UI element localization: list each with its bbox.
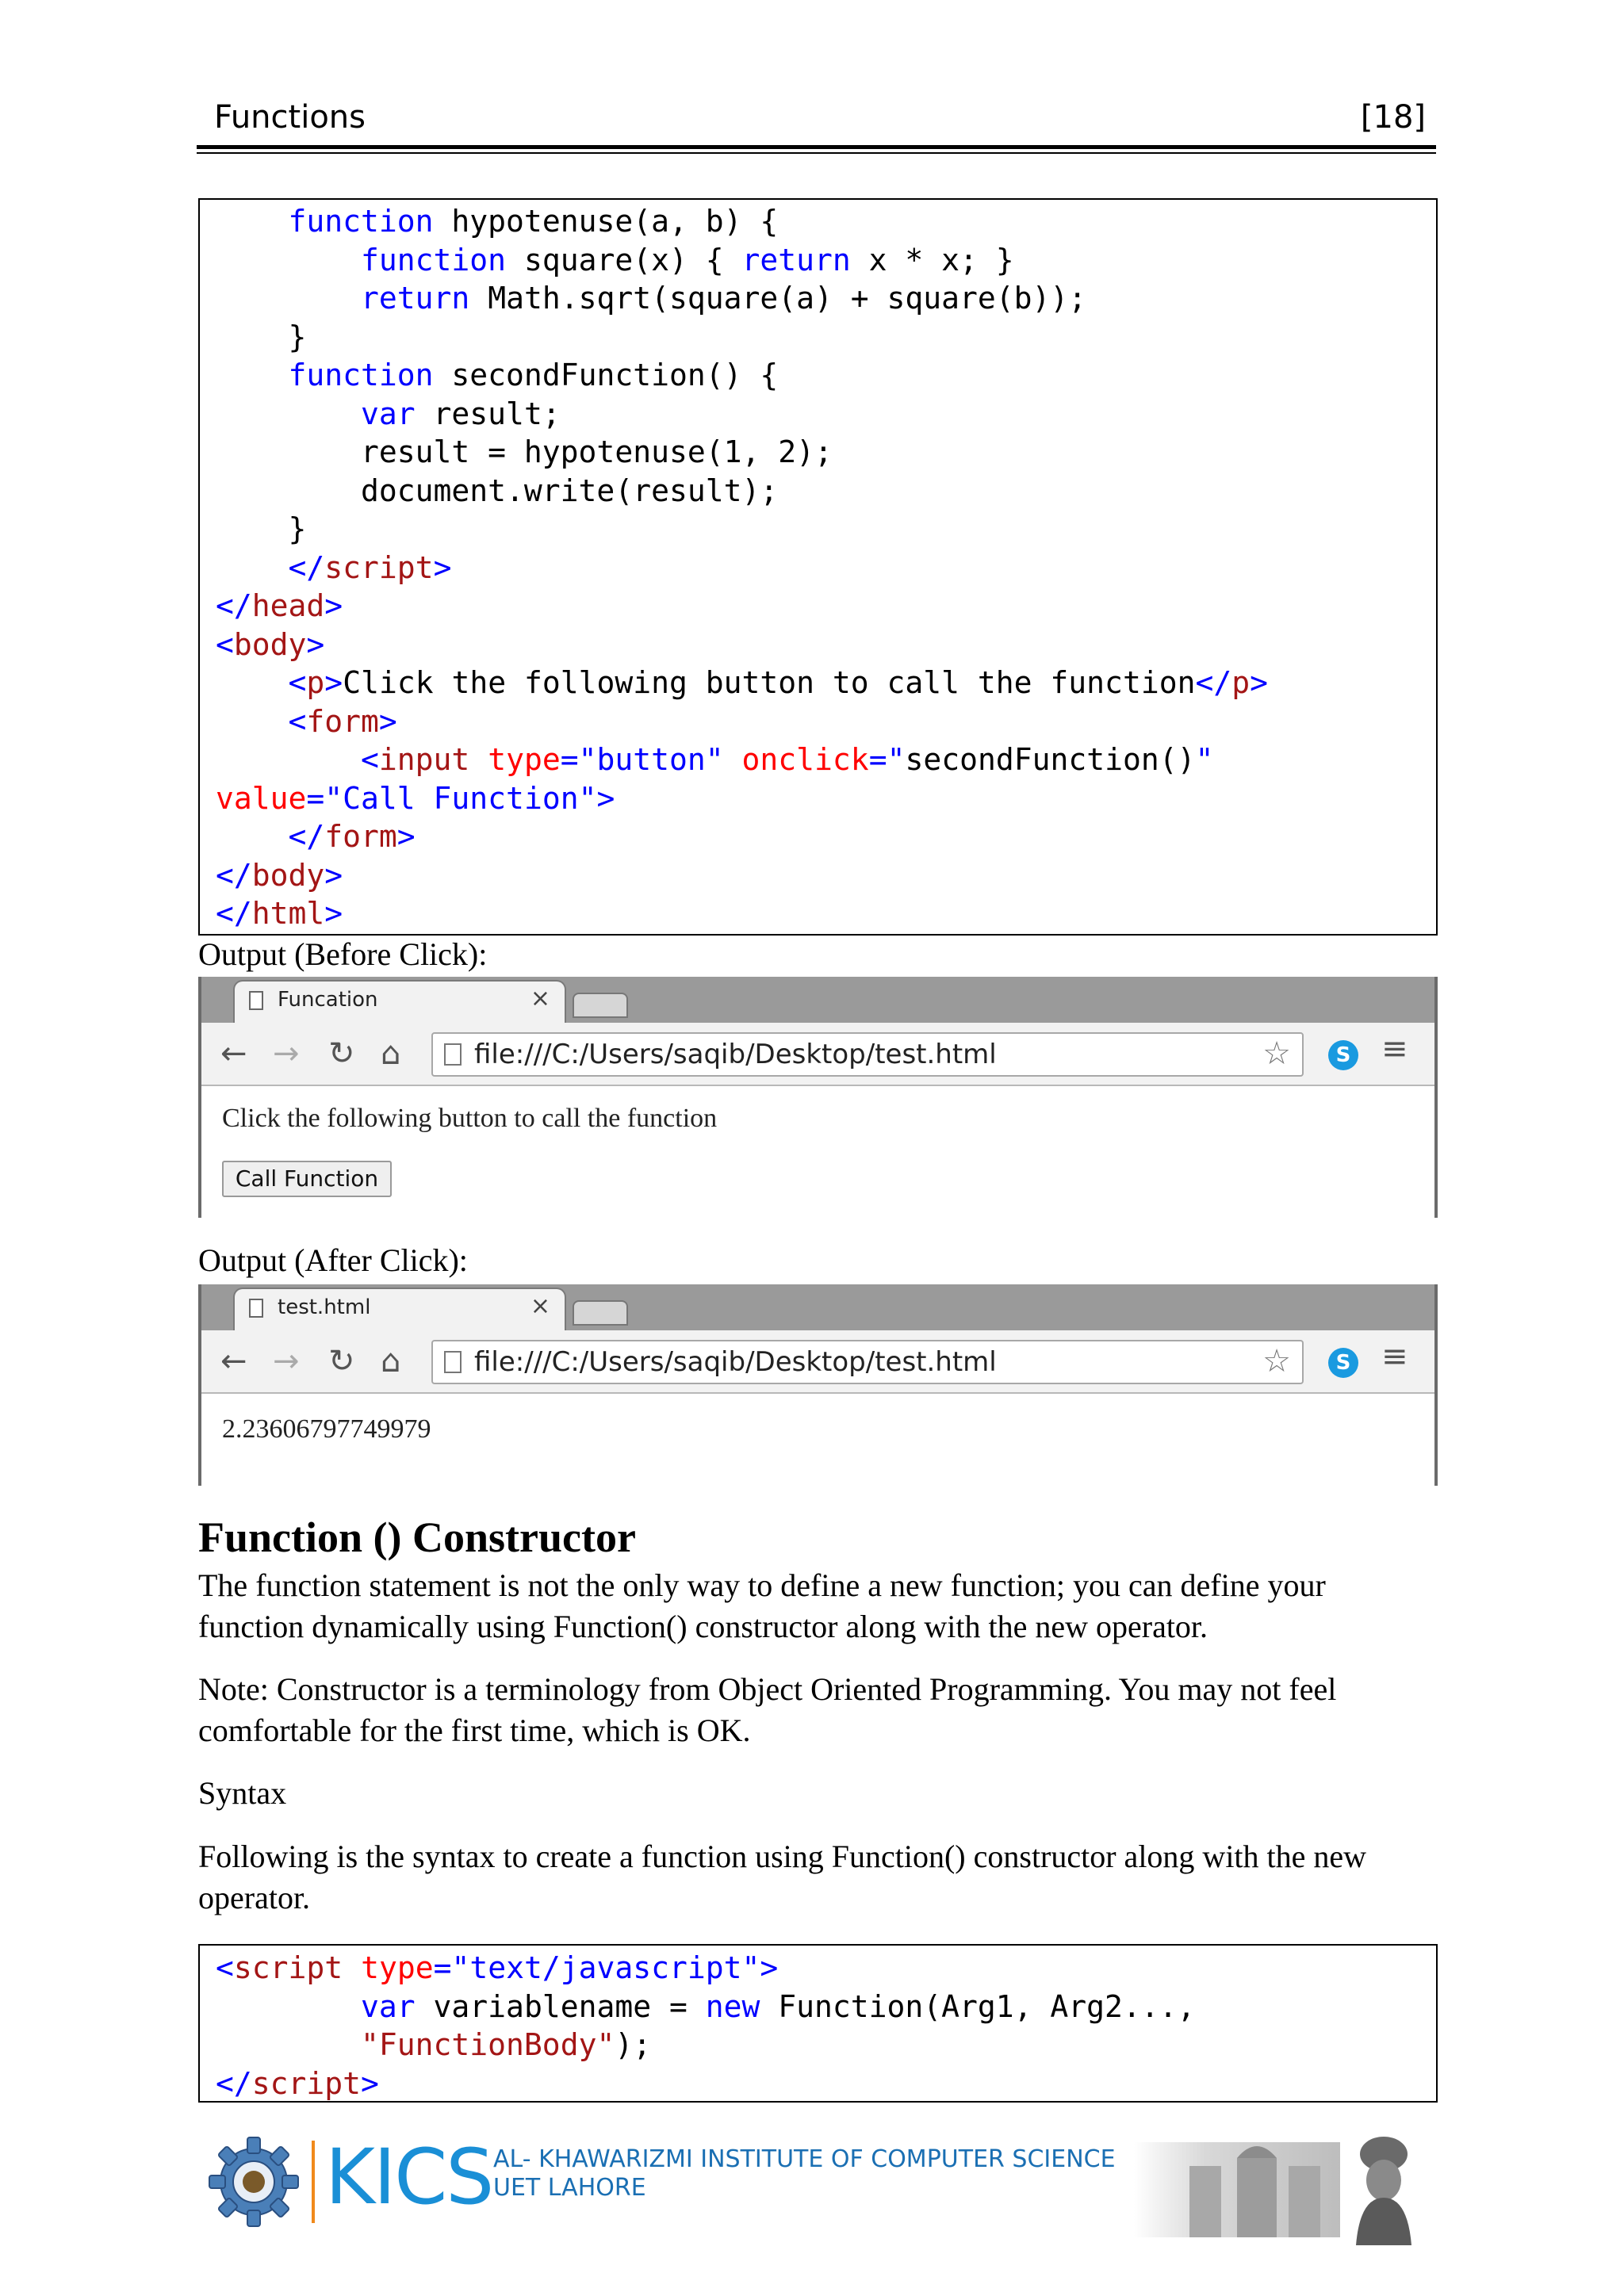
- tab-bar: [201, 1284, 1434, 1330]
- address-bar[interactable]: [431, 1340, 1304, 1384]
- file-icon: [444, 1043, 462, 1066]
- home-icon[interactable]: ⌂: [381, 1035, 401, 1072]
- close-icon[interactable]: ×: [530, 1292, 550, 1320]
- code-line: document.write(result);: [216, 473, 779, 508]
- code-line: var result;: [361, 396, 561, 431]
- browser-toolbar: [201, 1330, 1434, 1394]
- code-line: <script type="text/javascript">: [216, 1950, 779, 1985]
- new-tab-button[interactable]: [573, 1300, 628, 1326]
- header-rule-thick: [197, 145, 1436, 149]
- home-icon[interactable]: ⌂: [381, 1343, 401, 1380]
- output-after-label: Output (After Click):: [198, 1242, 468, 1278]
- browser-tab[interactable]: [233, 1288, 566, 1332]
- call-function-button[interactable]: Call Function: [222, 1161, 392, 1197]
- forward-icon[interactable]: →: [273, 1035, 300, 1072]
- address-url: file:///C:/Users/saqib/Desktop/test.html: [474, 1346, 997, 1378]
- tab-title: Funcation: [278, 988, 378, 1012]
- address-bar[interactable]: [431, 1032, 1304, 1077]
- kics-logo-text: KICS: [325, 2133, 493, 2221]
- new-tab-button[interactable]: [573, 993, 628, 1018]
- browser-window-after: [198, 1284, 1438, 1486]
- code-line: function secondFunction() {: [288, 358, 779, 392]
- browser-window-before: [198, 977, 1438, 1218]
- section-heading: Function () Constructor: [198, 1513, 636, 1561]
- tab-bar: [201, 977, 1434, 1023]
- page-icon: [249, 1299, 263, 1318]
- skype-icon[interactable]: S: [1328, 1348, 1358, 1378]
- paragraph-syntax-desc: Following is the syntax to create a function using Function() constructor along with the new operator.: [198, 1839, 1367, 1915]
- code-line: </form>: [288, 819, 416, 854]
- forward-icon[interactable]: →: [273, 1343, 300, 1380]
- code-line: function square(x) { return x * x; }: [361, 242, 1014, 277]
- code-line: "FunctionBody");: [361, 2027, 652, 2062]
- institute-name: AL- KHAWARIZMI INSTITUTE OF COMPUTER SCIENCE: [493, 2145, 1116, 2173]
- code-line: value="Call Function">: [216, 780, 615, 816]
- menu-icon[interactable]: ≡: [1381, 1031, 1408, 1067]
- back-icon[interactable]: ←: [220, 1343, 247, 1380]
- tab-title: test.html: [278, 1295, 371, 1319]
- bookmark-star-icon[interactable]: ☆: [1262, 1343, 1291, 1380]
- institute-location: UET LAHORE: [493, 2174, 646, 2202]
- back-icon[interactable]: ←: [220, 1035, 247, 1072]
- code-line: </script>: [288, 549, 452, 585]
- paragraph-syntax-label: Syntax: [198, 1775, 287, 1811]
- code-line: <body>: [216, 626, 325, 662]
- code-line: function hypotenuse(a, b) {: [288, 204, 779, 239]
- paragraph-intro: The function statement is not the only way to define a new function; you can define your function dynamically using Function() constructor along with the new operator.: [198, 1567, 1326, 1644]
- code-line: </html>: [216, 896, 343, 931]
- code-listing-2: [200, 1949, 1436, 2103]
- code-line: <input type="button" onclick="secondFunction()": [361, 742, 1214, 777]
- file-icon: [444, 1351, 462, 1373]
- reload-icon[interactable]: ↻: [328, 1343, 355, 1380]
- address-url: file:///C:/Users/saqib/Desktop/test.html: [474, 1039, 997, 1070]
- browser-toolbar: [201, 1023, 1434, 1086]
- building-portrait-image-icon: [1118, 2118, 1427, 2245]
- code-block-2: [198, 1944, 1438, 2103]
- code-line: </body>: [216, 857, 343, 893]
- code-block-1: [198, 198, 1438, 936]
- code-line: }: [216, 511, 307, 546]
- browser-tab[interactable]: [233, 980, 566, 1024]
- page-header-title: Functions: [214, 99, 366, 136]
- output-before-label: Output (Before Click):: [198, 936, 488, 972]
- code-line: <p>Click the following button to call the function</p>: [288, 665, 1268, 700]
- footer-divider: [312, 2141, 315, 2223]
- code-line: </head>: [216, 588, 343, 623]
- page-paragraph: Click the following button to call the function: [222, 1104, 718, 1133]
- code-line: result = hypotenuse(1, 2);: [216, 434, 833, 469]
- code-listing-1: [200, 202, 1436, 933]
- kics-gear-logo-icon: [206, 2134, 301, 2229]
- page-number: [18]: [1360, 99, 1426, 136]
- code-line: <form>: [288, 703, 397, 739]
- paragraph-note: Note: Constructor is a terminology from Object Oriented Programming. You may not feel comfortable for the first time, which is OK.: [198, 1671, 1337, 1748]
- code-line: }: [216, 319, 307, 354]
- bookmark-star-icon[interactable]: ☆: [1262, 1035, 1291, 1072]
- menu-icon[interactable]: ≡: [1381, 1338, 1408, 1375]
- close-icon[interactable]: ×: [530, 985, 550, 1012]
- code-line: return Math.sqrt(square(a) + square(b));: [361, 281, 1087, 316]
- header-rule-thin: [197, 152, 1436, 154]
- page-output-value: 2.23606797749979: [222, 1414, 431, 1444]
- skype-icon[interactable]: S: [1328, 1040, 1358, 1070]
- code-line: </script>: [216, 2065, 379, 2101]
- reload-icon[interactable]: ↻: [328, 1035, 355, 1072]
- code-line: var variablename = new Function(Arg1, Arg2...,: [361, 1988, 1196, 2024]
- page-icon: [249, 991, 263, 1010]
